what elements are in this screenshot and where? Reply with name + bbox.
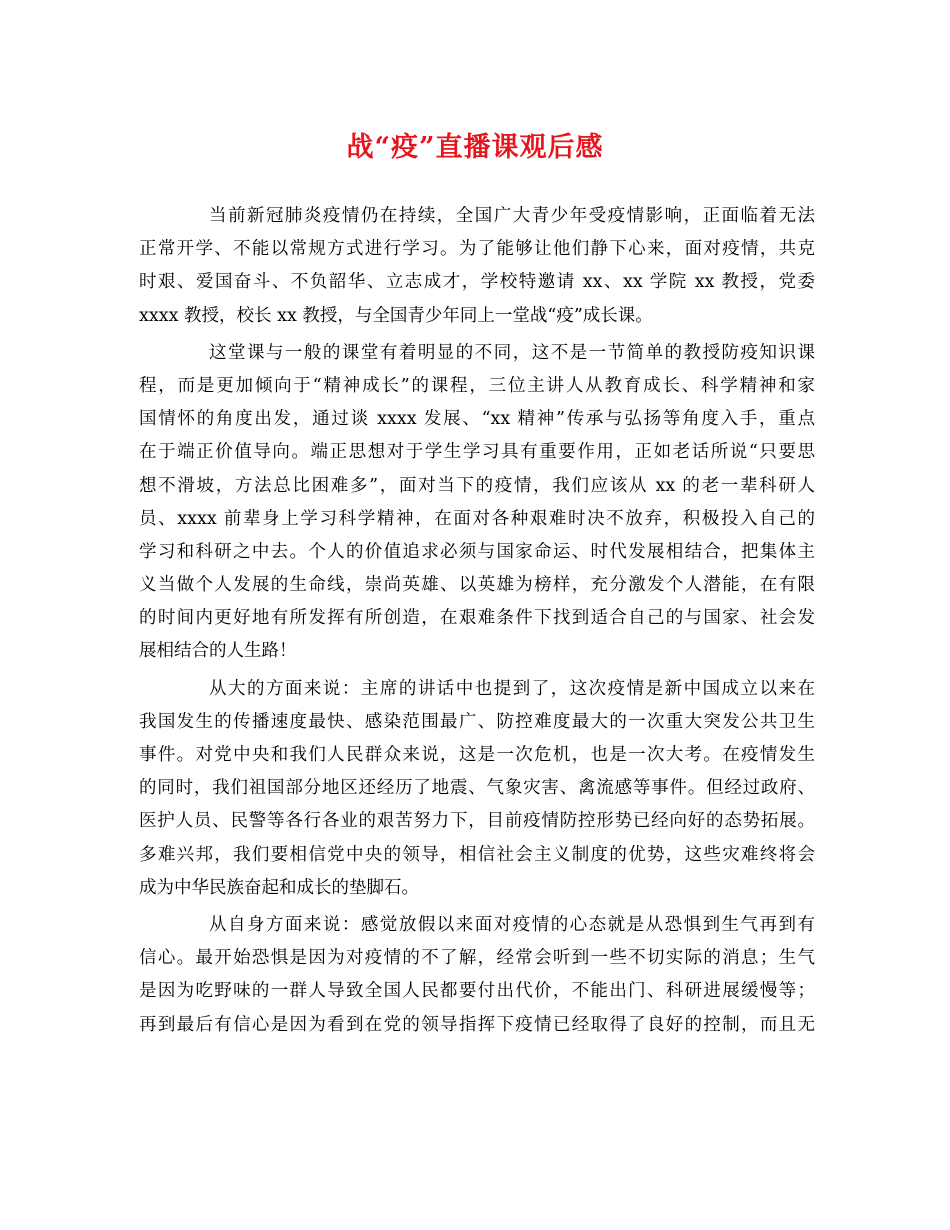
text-line: 这堂课与一般的课堂有着明显的不同，这不是一节简单的教授防疫知识课 xyxy=(209,342,815,363)
text-line: 再到最后有信心是因为看到在党的领导指挥下疫情已经取得了良好的控制，而且无 xyxy=(139,1014,815,1035)
text-line: 我国发生的传播速度最快、感染范围最广、防控难度最大的一次重大突发公共卫生 xyxy=(139,711,815,732)
document-body xyxy=(139,200,815,1046)
text-line: 从大的方面来说：主席的讲话中也提到了，这次疫情是新中国成立以来在 xyxy=(209,678,815,699)
paragraph-4 xyxy=(139,909,815,1042)
text-line: 国情怀的角度出发，通过谈 xxxx 发展、“xx 精神”传承与弘扬等角度入手，重点 xyxy=(139,409,815,430)
text-line: 信心。最开始恐惧是因为对疫情的不了解，经常会听到一些不切实际的消息；生气 xyxy=(139,948,815,969)
paragraph-2 xyxy=(139,337,815,669)
text-line: 从自身方面来说：感觉放假以来面对疫情的心态就是从恐惧到生气再到有 xyxy=(209,914,815,935)
text-line: 展相结合的人生路！ xyxy=(139,641,297,662)
text-line: 事件。对党中央和我们人民群众来说，这是一次危机，也是一次大考。在疫情发生 xyxy=(139,745,815,765)
text-line: 是因为吃野味的一群人导致全国人民都要付出代价，不能出门、科研进展缓慢等； xyxy=(139,981,815,1002)
text-line: 员、xxxx 前辈身上学习科学精神，在面对各种艰难时决不放弃，积极投入自己的 xyxy=(139,508,815,529)
document-title: 战“疫”直播课观后感 xyxy=(346,132,604,163)
text-line: 正常开学、不能以常规方式进行学习。为了能够让他们静下心来，面对疫情，共克 xyxy=(139,239,815,260)
text-line: 医护人员、民警等各行各业的艰苦努力下，目前疫情防控形势已经向好的态势拓展。 xyxy=(139,811,815,832)
text-line: 程，而是更加倾向于“精神成长”的课程，三位主讲人从教育成长、科学精神和家 xyxy=(139,375,815,396)
text-line: 当前新冠肺炎疫情仍在持续，全国广大青少年受疫情影响，正面临着无法 xyxy=(209,206,815,226)
text-line: 在于端正价值导向。端正思想对于学生学习具有重要作用，正如老话所说“只要思 xyxy=(139,442,815,463)
text-line: 的时间内更好地有所发挥有所创造，在艰难条件下找到适合自己的与国家、社会发 xyxy=(139,608,815,629)
paragraph-1 xyxy=(139,200,815,333)
text-line: xxxx 教授，校长 xx 教授，与全国青少年同上一堂战“疫”成长课。 xyxy=(139,305,653,326)
text-line: 的同时，我们祖国部分地区还经历了地震、气象灾害、禽流感等事件。但经过政府、 xyxy=(139,778,815,799)
text-line: 多难兴邦，我们要相信党中央的领导，相信社会主义制度的优势，这些灾难终将会 xyxy=(139,844,815,865)
text-line: 想不滑坡，方法总比困难多”，面对当下的疫情，我们应该从 xx 的老一辈科研人 xyxy=(139,475,815,496)
text-line: 时艰、爱国奋斗、不负韶华、立志成才，学校特邀请 xx、xx 学院 xx 教授，党委 xyxy=(139,272,815,293)
paragraph-3 xyxy=(139,673,815,905)
text-line: 学习和科研之中去。个人的价值追求必须与国家命运、时代发展相结合，把集体主 xyxy=(139,541,815,562)
text-line: 义当做个人发展的生命线，崇尚英雄、以英雄为榜样，充分激发个人潜能，在有限 xyxy=(139,575,815,596)
text-line: 成为中华民族奋起和成长的垫脚石。 xyxy=(139,877,419,898)
